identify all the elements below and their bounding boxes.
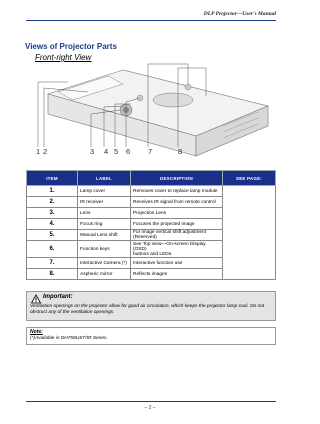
row-description: Removes cover to replace lamp module bbox=[131, 186, 223, 197]
page-header-title: DLP Projector—User's Manual bbox=[203, 11, 276, 17]
note-title: Note: bbox=[30, 329, 43, 335]
row-label: Lens bbox=[78, 208, 131, 219]
page-number: – 2 – bbox=[144, 405, 156, 411]
note-box bbox=[26, 327, 276, 345]
important-title: Important: bbox=[43, 294, 73, 300]
row-label: Function keys bbox=[78, 241, 131, 258]
footer-rule bbox=[26, 401, 276, 402]
row-item: 5. bbox=[27, 230, 78, 241]
callout-numbers bbox=[0, 147, 300, 159]
row-item: 4. bbox=[27, 219, 78, 230]
row-label: IR receiver bbox=[78, 197, 131, 208]
callout-2: 2 bbox=[43, 147, 48, 156]
section-title: Views of Projector Parts bbox=[25, 42, 117, 51]
row-description: Projection Lens bbox=[131, 208, 223, 219]
header-description: DESCRIPTION bbox=[131, 171, 223, 186]
callout-3: 3 bbox=[90, 147, 95, 156]
header-item: ITEM bbox=[27, 171, 78, 186]
row-description: For image vertical shift adjustment (Reserved) bbox=[131, 230, 223, 241]
callout-6: 6 bbox=[126, 147, 131, 156]
row-label: Focus ring bbox=[78, 219, 131, 230]
row-description bbox=[131, 241, 223, 258]
row-label: Aspheric mirror bbox=[78, 269, 131, 280]
table-row bbox=[27, 186, 276, 197]
row-item: 1. bbox=[27, 186, 78, 197]
callout-7: 7 bbox=[148, 147, 153, 156]
parts-table bbox=[26, 170, 276, 280]
header-label: LABEL bbox=[78, 171, 131, 186]
row-item: 2. bbox=[27, 197, 78, 208]
row-description: Interactive function use bbox=[131, 258, 223, 269]
important-text: Ventilation openings on the projector allow for good air circulation, which keeps the projector lamp cool. Do not obstruct any of the ventilation openings. bbox=[30, 304, 265, 315]
row-item: 7. bbox=[27, 258, 78, 269]
callout-5: 5 bbox=[114, 147, 119, 156]
row-page bbox=[223, 186, 276, 280]
row-description-line: buttons and LEDs. bbox=[133, 251, 173, 257]
row-description: Reflects images bbox=[131, 269, 223, 280]
row-label: Interactive Camera (*) bbox=[78, 258, 131, 269]
important-box bbox=[26, 291, 276, 321]
camera-part bbox=[185, 84, 191, 90]
row-label: Lamp cover bbox=[78, 186, 131, 197]
warning-icon bbox=[31, 294, 41, 304]
row-description-line: See Top view—On-screen Display (OSD) bbox=[133, 241, 206, 252]
table-header-row bbox=[27, 171, 276, 186]
header-rule bbox=[26, 20, 276, 21]
row-label: Manual Lens shift bbox=[78, 230, 131, 241]
header-see-page: SEE PAGE: bbox=[223, 171, 276, 186]
row-item: 3. bbox=[27, 208, 78, 219]
row-description: Receives IR signal from remote control bbox=[131, 197, 223, 208]
callout-1: 1 bbox=[36, 147, 41, 156]
note-text: (*)Available in DH758UST/IR Series. bbox=[30, 336, 108, 341]
aspheric-mirror-part bbox=[153, 93, 193, 107]
row-description: Focuses the projected image bbox=[131, 219, 223, 230]
sub-title: Front-right View bbox=[35, 53, 92, 62]
row-item: 6. bbox=[27, 241, 78, 258]
callout-4: 4 bbox=[104, 147, 109, 156]
callout-8: 8 bbox=[178, 147, 183, 156]
row-item: 8. bbox=[27, 269, 78, 280]
